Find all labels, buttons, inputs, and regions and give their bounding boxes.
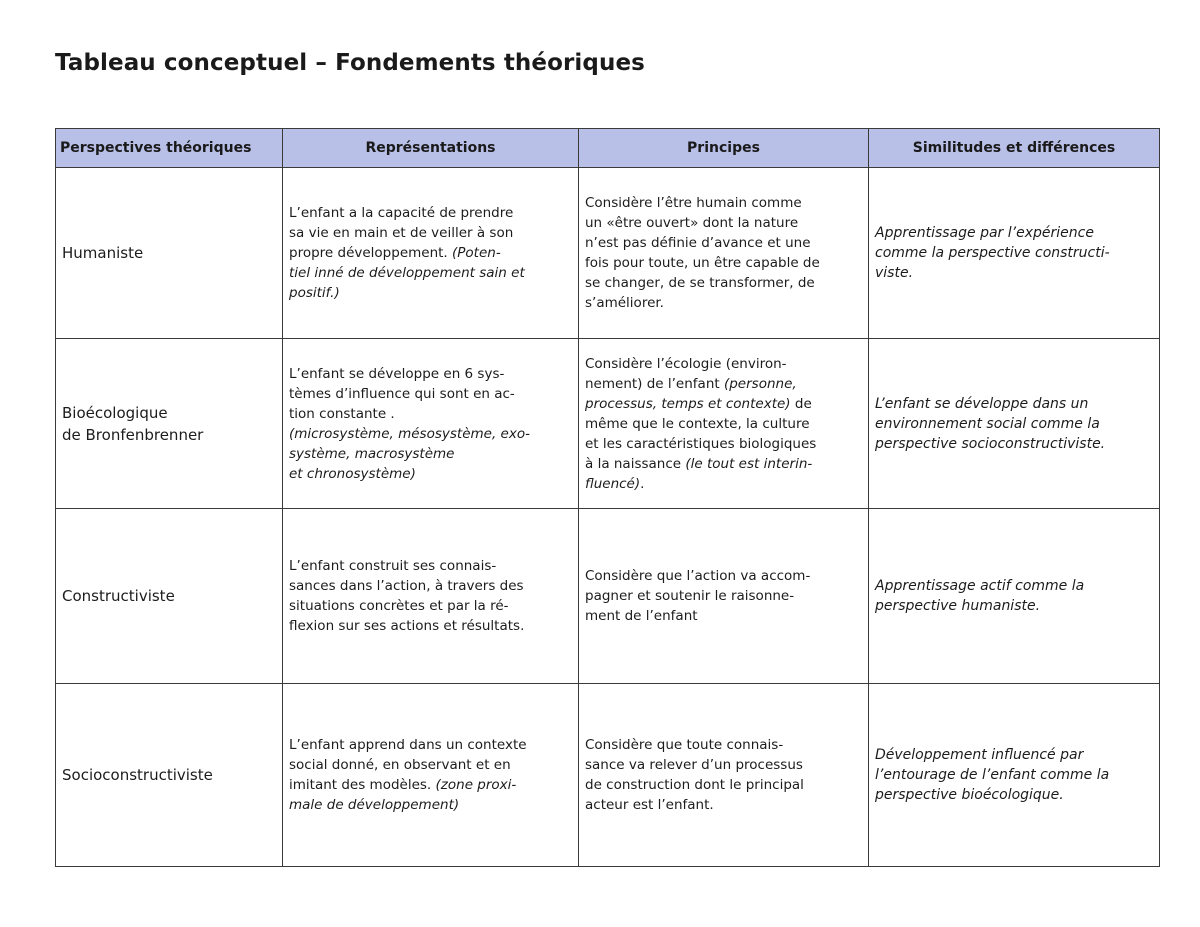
table-row [56,339,1160,509]
principle-text: fluencé) [585,475,641,492]
representation-text: propre développement. [289,245,453,261]
similarity-line: Apprentissage par l’expérience [875,225,1094,241]
perspective-cell [56,339,283,509]
principle-text: . [640,475,645,492]
representation-line [289,263,572,283]
representation-text: imitant des modèles. [289,777,436,793]
representation-text: positif.) [289,285,340,301]
representation-line [289,384,572,404]
principle-line [585,586,862,606]
similarity-line: l’entourage de l’enfant comme la [875,767,1110,783]
principle-line [585,253,862,273]
column-header-similarities: Similitudes et différences [869,129,1160,168]
principle-text: processus, temps et contexte) [585,395,791,412]
principle-line [585,434,862,454]
similarity-cell [869,509,1160,684]
representation-text: L’enfant se développe en 6 sys- [289,365,505,382]
principle-text: fois pour toute, un être capable de [585,255,820,271]
representation-text: (microsystème, mésosystème, exo- [289,425,530,442]
similarity-line: perspective socioconstructiviste. [875,435,1106,452]
perspective-cell [56,509,283,684]
principle-text: Considère l’écologie (environ- [585,355,787,372]
principle-text: se changer, de se transformer, de [585,275,815,291]
principle-text: Considère que l’action va accom- [585,568,811,584]
representation-line [289,616,572,636]
representation-text: sances dans l’action, à travers des [289,578,524,594]
principle-line [585,213,862,233]
page-title: Tableau conceptuel – Fondements théoriques [55,50,645,76]
principle-line [585,454,862,474]
principle-text: sance va relever d’un processus [585,757,803,773]
representation-text: situations concrètes et par la ré- [289,598,509,614]
representation-text: tiel inné de développement sain et [289,265,525,281]
principle-text: (personne, [723,375,797,392]
principle-line [585,775,862,795]
principle-text: Considère l’être humain comme [585,195,802,211]
similarity-cell [869,339,1160,509]
principle-line [585,193,862,213]
concept-table [55,128,1160,867]
principle-line [585,735,862,755]
table-body [56,168,1160,867]
principle-line [585,414,862,434]
table-row [56,509,1160,684]
representation-text: tèmes d’influence qui sont en ac- [289,385,515,402]
similarity-line: L’enfant se développe dans un [875,395,1089,412]
principle-line [585,394,862,414]
principle-text: s’améliorer. [585,295,664,311]
representation-text: L’enfant a la capacité de prendre [289,205,514,221]
similarity-line: comme la perspective constructi- [875,245,1110,261]
principle-line [585,273,862,293]
representation-text: sa vie en main et de veiller à son [289,225,514,241]
representation-line [289,755,572,775]
table-row [56,168,1160,339]
perspective-line: Constructiviste [62,587,175,605]
perspective-cell [56,168,283,339]
principle-line [585,233,862,253]
principle-text: de construction dont le principal [585,777,804,793]
representation-line [289,223,572,243]
principle-cell [579,168,869,339]
representation-cell [283,339,579,509]
representation-line [289,283,572,303]
representation-text: male de développement) [289,797,460,813]
similarity-line: Développement influencé par [875,747,1084,763]
column-header-representations: Représentations [283,129,579,168]
table-header-row [56,129,1160,168]
similarity-line: perspective humaniste. [875,598,1041,614]
principle-line [585,354,862,374]
perspective-line: Bioécologique [62,403,168,422]
representation-line [289,464,572,484]
table-row [56,684,1160,867]
representation-line [289,775,572,795]
perspective-cell [56,684,283,867]
representation-line [289,243,572,263]
principle-line [585,795,862,815]
representation-line [289,735,572,755]
principle-text: et les caractéristiques biologiques [585,435,817,452]
representation-cell [283,509,579,684]
principle-line [585,474,862,494]
representation-text: L’enfant construit ses connais- [289,558,497,574]
representation-text: L’enfant apprend dans un contexte [289,737,527,753]
perspective-line: de Bronfenbrenner [62,425,204,444]
principle-cell [579,684,869,867]
representation-line [289,203,572,223]
principle-text: Considère que toute connais- [585,737,784,753]
representation-line [289,576,572,596]
principle-line [585,374,862,394]
representation-text: (zone proxi- [435,777,517,793]
principle-text: (le tout est interin- [685,455,813,472]
principle-text: acteur est l’enfant. [585,797,714,813]
representation-text: et chronosystème) [289,465,416,482]
principle-line [585,755,862,775]
representation-text: système, macrosystème [289,445,455,462]
principle-line [585,566,862,586]
similarity-line: environnement social comme la [875,415,1100,432]
perspective-line: Humaniste [62,244,144,262]
principle-text: nement) de l’enfant [585,375,724,392]
similarity-line: perspective bioécologique. [875,787,1064,803]
principle-text: un «être ouvert» dont la nature [585,215,799,231]
representation-text: (Poten- [452,245,501,261]
principle-cell [579,509,869,684]
representation-line [289,556,572,576]
similarity-line: Apprentissage actif comme la [875,578,1085,594]
similarity-cell [869,684,1160,867]
representation-line [289,404,572,424]
representation-text: flexion sur ses actions et résultats. [289,618,525,634]
column-header-principles: Principes [579,129,869,168]
representation-line [289,424,572,444]
representation-cell [283,684,579,867]
principle-cell [579,339,869,509]
principle-text: n’est pas définie d’avance et une [585,235,811,251]
representation-line [289,795,572,815]
representation-text: tion constante . [289,405,395,422]
representation-line [289,444,572,464]
representation-line [289,364,572,384]
similarity-line: viste. [875,265,914,281]
principle-line [585,293,862,313]
perspective-line: Socioconstructiviste [62,766,213,784]
principle-text: pagner et soutenir le raisonne- [585,588,795,604]
principle-text: même que le contexte, la culture [585,415,810,432]
similarity-cell [869,168,1160,339]
principle-text: ment de l’enfant [585,608,698,624]
representation-cell [283,168,579,339]
principle-text: de [790,395,812,412]
representation-line [289,596,572,616]
principle-text: à la naissance [585,455,686,472]
representation-text: social donné, en observant et en [289,757,511,773]
column-header-perspectives: Perspectives théoriques [56,129,283,168]
principle-line [585,606,862,626]
